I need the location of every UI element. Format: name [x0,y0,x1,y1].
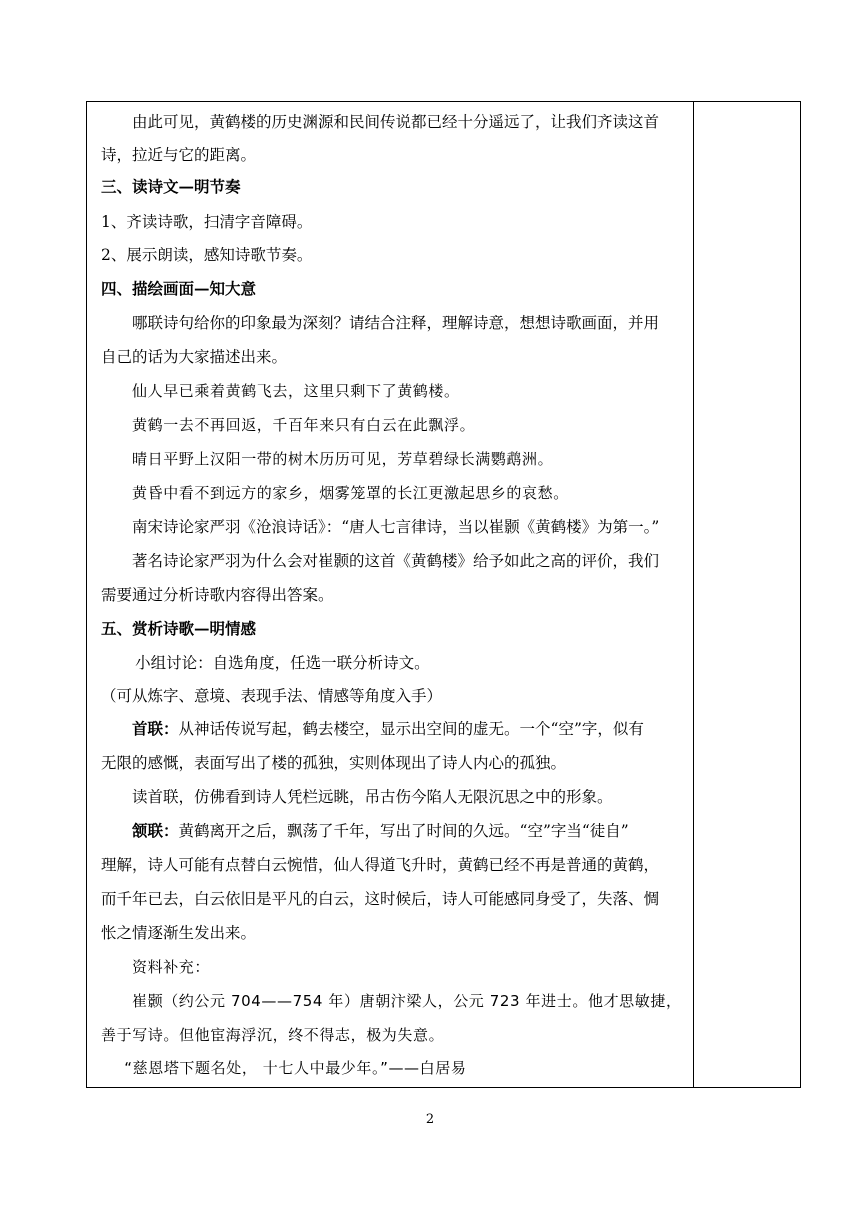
text-line [124,1058,466,1078]
line-text: 小组讨论：自选角度，任选一联分析诗文。 [135,654,430,672]
notes-cell [694,102,800,1087]
line-text: 怅之情逐渐生发出来。 [101,924,257,942]
text-line [101,855,659,875]
text-line [132,821,629,841]
line-text: “慈恩塔下题名处， 十七人中最少年。”——白居易 [124,1059,467,1077]
line-text: 仙人早已乘着黄鹤飞去，这里只剩下了黄鹤楼。 [132,382,460,400]
text-line [132,551,659,571]
text-line [132,957,210,977]
text-line [135,653,430,673]
line-text: 2、展示朗读，感知诗歌节奏。 [101,246,313,264]
line-text: 善于写诗。但他宦海浮沉，终不得志，极为失意。 [101,1026,445,1044]
line-text: 崔颢（约公元 704——754 年）唐朝汴梁人，公元 723 年进士。他才思敏捷， [132,992,682,1010]
section-heading [101,279,256,299]
text-line [132,449,553,469]
section-heading [101,177,241,197]
lead-label: 颔联： [132,821,179,840]
text-line [132,313,659,333]
line-text: 五、赏析诗歌—明情感 [101,619,257,638]
text-line [101,245,312,265]
text-line [132,991,682,1011]
line-text: 1、齐读诗歌，扫清字音障碍。 [101,213,313,231]
text-line [132,483,569,503]
text-line [101,889,659,909]
line-text: 黄鹤离开之后，飘荡了千年，写出了时间的久远。“空”字当“徒自” [178,822,629,840]
line-text: 需要通过分析诗歌内容得出答案。 [101,586,334,604]
line-text: 黄鹤一去不再回返，千百年来只有白云在此飘浮。 [132,416,476,434]
line-text: 南宋诗论家严羽《沧浪诗话》：“唐人七言律诗，当以崔颢《黄鹤楼》为第一。” [132,518,660,536]
lead-label: 首联： [132,719,179,738]
section-heading [101,619,256,639]
page-number: 2 [425,1112,435,1127]
text-line [101,753,566,773]
text-line [101,212,312,232]
line-text: 黄昏中看不到远方的家乡，烟雾笼罩的长江更激起思乡的哀愁。 [132,484,569,502]
text-line [101,923,256,943]
text-line [132,719,644,739]
line-text: 诗，拉近与它的距离。 [101,146,257,164]
line-text: 三、读诗文—明节奏 [101,177,241,196]
text-line [132,112,659,132]
text-line [101,686,442,706]
line-text: 哪联诗句给你的印象最为深刻？请结合注释，理解诗意，想想诗歌画面，并用 [132,314,660,332]
text-line [101,145,256,165]
text-line [132,517,659,537]
lesson-table [86,101,801,1088]
text-line [101,585,334,605]
line-text: 而千年已去，白云依旧是平凡的白云，这时候后，诗人可能感同身受了，失落、惆 [101,890,660,908]
text-line [132,787,613,807]
line-text: 资料补充： [132,958,211,976]
line-text: 晴日平野上汉阳一带的树木历历可见，芳草碧绿长满鹦鹉洲。 [132,450,554,468]
line-text: 理解，诗人可能有点替白云惋惜，仙人得道飞升时，黄鹤已经不再是普通的黄鹤， [101,856,660,874]
text-line [132,381,460,401]
line-text: 由此可见，黄鹤楼的历史渊源和民间传说都已经十分遥远了，让我们齐读这首 [132,113,660,131]
line-text: 自己的话为大家描述出来。 [101,348,288,366]
line-text: 无限的感慨，表面写出了楼的孤独，实则体现出了诗人内心的孤独。 [101,754,567,772]
text-line [101,347,287,367]
line-text: 著名诗论家严羽为什么会对崔颢的这首《黄鹤楼》给予如此之高的评价，我们 [132,552,660,570]
line-text: 从神话传说写起，鹤去楼空，显示出空间的虚无。一个“空”字，似有 [178,720,644,738]
line-text: 读首联，仿佛看到诗人凭栏远眺，吊古伤今陷人无限沉思之中的形象。 [132,788,613,806]
text-line [132,415,475,435]
text-line [101,1025,444,1045]
line-text: （可从炼字、意境、表现手法、情感等角度入手） [101,687,443,705]
line-text: 四、描绘画面—知大意 [101,279,257,298]
